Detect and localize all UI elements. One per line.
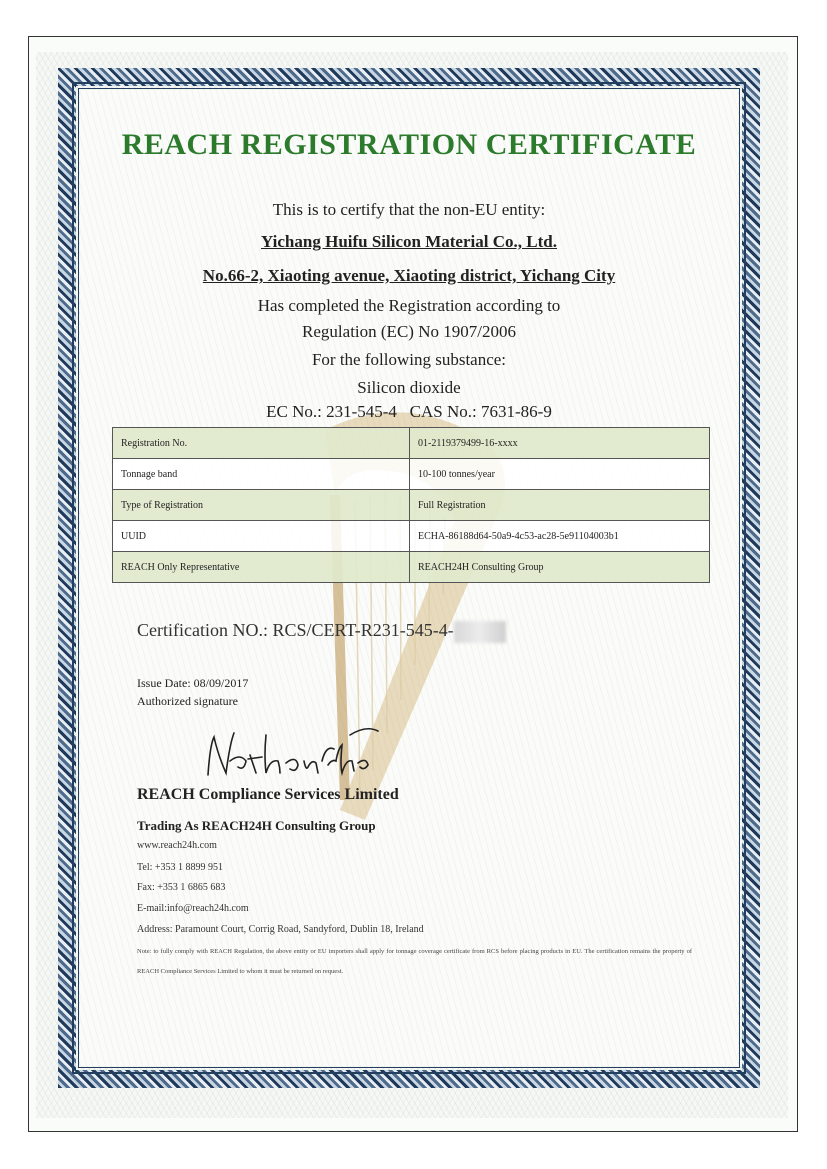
completed-line-1: Has completed the Registration according to [257,296,561,315]
table-label: Registration No. [113,428,410,459]
table-value: REACH24H Consulting Group [410,552,710,583]
table-row [113,552,710,583]
footnote: Note: to fully comply with REACH Regulation, the above entity or EU importers shall apply for tonnage coverage certificate from RCS before placing products in EU. The certification remains the property of REACH Compliance Services Limited to whom it must be returned on request. [137,948,692,975]
table-row [113,521,710,552]
ec-cas-numbers: EC No.: 231-545-4 CAS No.: 7631-86-9 [266,402,552,421]
completed-line-2: Regulation (EC) No 1907/2006 [302,322,516,341]
authorized-signature-label: Authorized signature [137,694,238,708]
certification-number-text: Certification NO.: RCS/CERT-R231-545-4- [137,620,454,640]
table-row [113,459,710,490]
table-value: ECHA-86188d64-50a9-4c53-ac28-5e91104003b1 [410,521,710,552]
table-label: REACH Only Representative [113,552,410,583]
company-name: REACH Compliance Services Limited [137,786,399,803]
website-link[interactable]: www.reach24h.com [137,840,217,851]
entity-name: Yichang Huifu Silicon Material Co., Ltd. [261,232,557,251]
table-row [113,490,710,521]
trading-as: Trading As REACH24H Consulting Group [137,818,376,833]
registration-table [112,427,710,583]
table-label: Tonnage band [113,459,410,490]
table-label: Type of Registration [113,490,410,521]
table-value: 10-100 tonnes/year [410,459,710,490]
entity-address: No.66-2, Xiaoting avenue, Xiaoting district, Yichang City [202,266,616,285]
telephone: Tel: +353 1 8899 951 [137,862,224,873]
substance-intro: For the following substance: [311,350,507,369]
substance-name: Silicon dioxide [357,378,461,397]
certification-number [137,620,506,643]
table-row [113,428,710,459]
certificate-title: REACH REGISTRATION CERTIFICATE [121,128,697,161]
intro-text: This is to certify that the non-EU entity: [272,200,546,219]
table-value: Full Registration [410,490,710,521]
issue-date: Issue Date: 08/09/2017 [137,676,249,690]
handwritten-signature [200,715,380,787]
redacted-block [454,621,506,643]
fax: Fax: +353 1 6865 683 [137,882,226,893]
address: Address: Paramount Court, Corrig Road, Sandyford, Dublin 18, Ireland [137,924,424,935]
table-value: 01-2119379499-16-xxxx [410,428,710,459]
table-label: UUID [113,521,410,552]
email[interactable]: E-mail:info@reach24h.com [137,903,249,914]
